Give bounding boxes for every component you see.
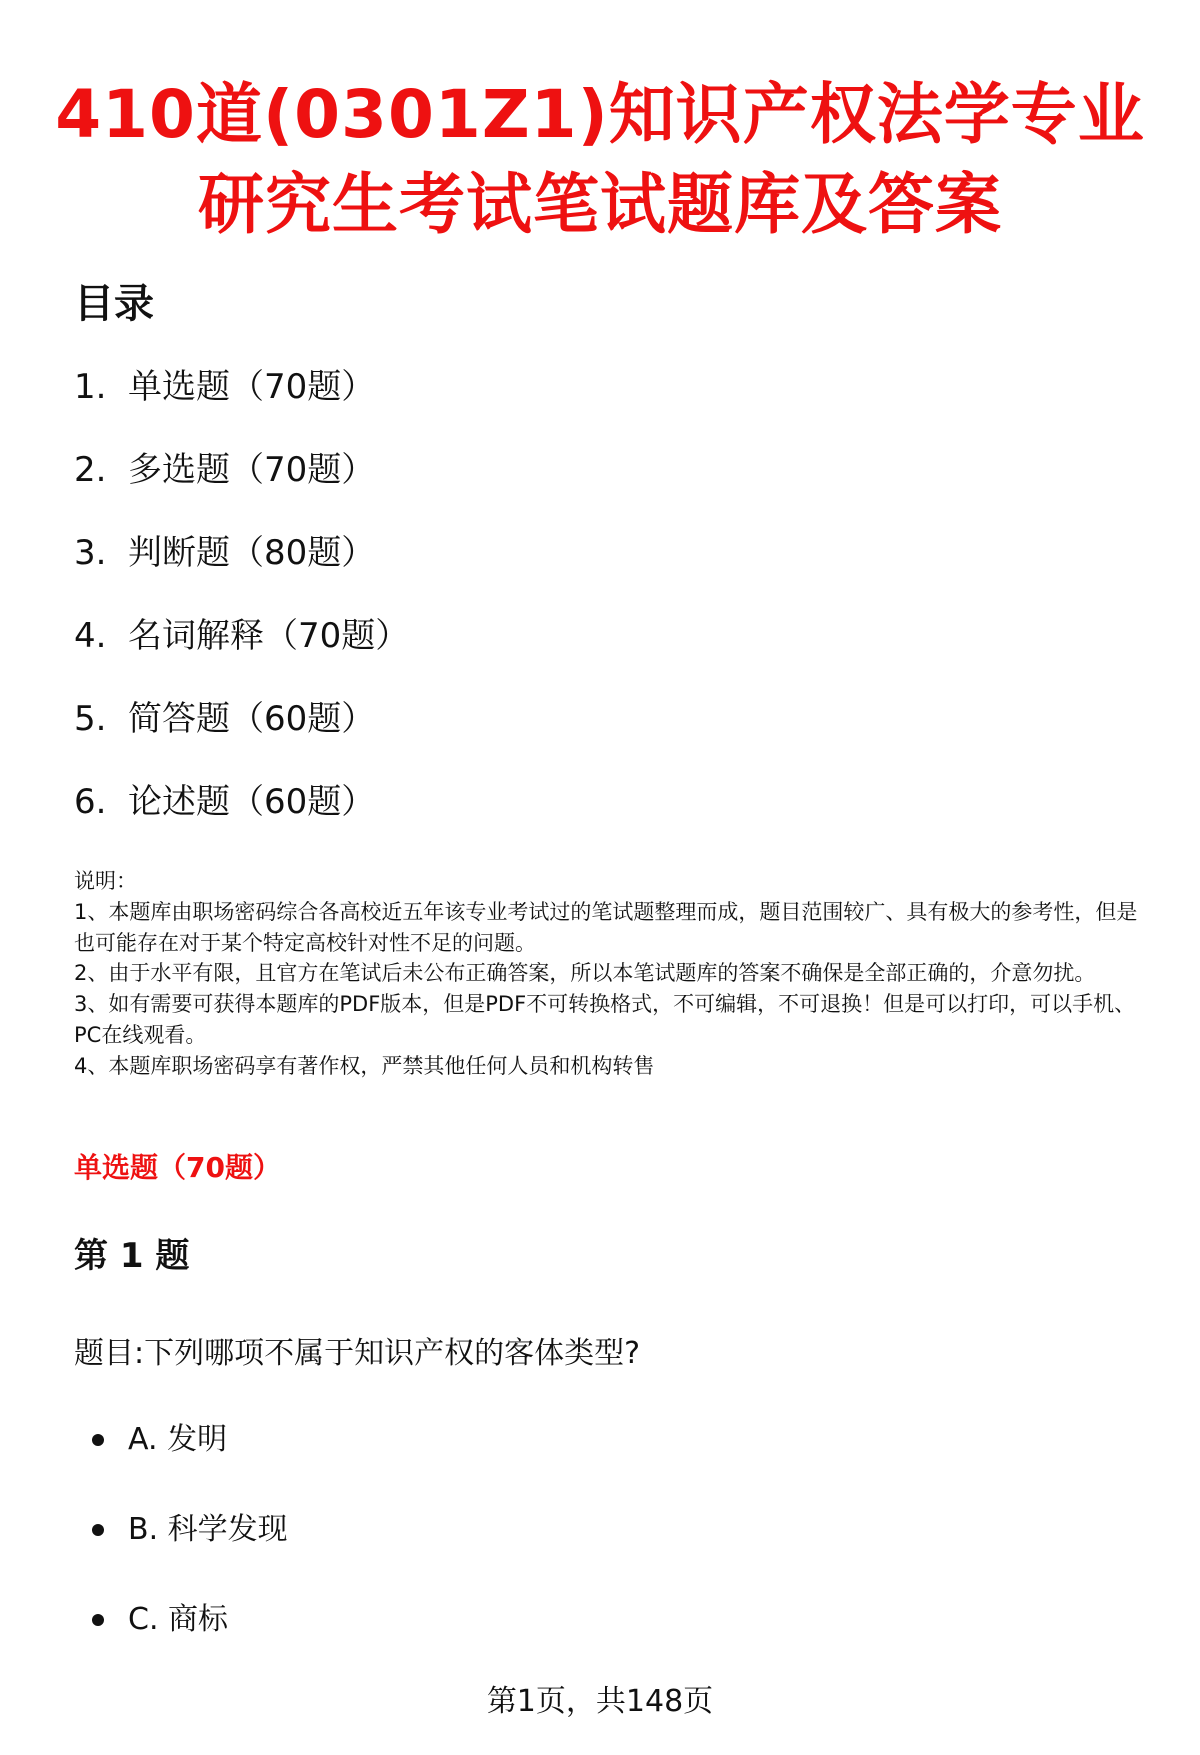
toc-item [74,777,409,860]
answer-option [92,1418,288,1508]
notes-line: 4、本题库职场密码享有著作权，严禁其他任何人员和机构转售 [74,1053,655,1078]
toc-item-number: 6. [74,782,107,822]
notes-line: 1、本题库由职场密码综合各高校近五年该专业考试过的笔试题整理而成，题目范围较广、具有极大的参考性，但是也可能存在对于某个特定高校针对性不足的问题。 [74,899,1138,955]
page-footer: 第1页，共148页 [486,1684,714,1719]
answer-options [92,1418,288,1688]
bullet-icon [92,1524,104,1536]
answer-option-label: A. 发明 [128,1422,228,1457]
toc-item [74,611,409,694]
toc-item [74,362,409,445]
toc-item-label: 简答题（60题） [128,699,376,739]
toc-item-number: 3. [74,533,107,573]
toc-item-number: 2. [74,450,107,490]
toc-item-label: 名词解释（70题） [128,616,410,656]
answer-option [92,1598,288,1688]
answer-option-label: B. 科学发现 [128,1512,288,1547]
toc-item-label: 论述题（60题） [128,782,376,822]
answer-option-label: C. 商标 [128,1602,229,1637]
toc-item [74,694,409,777]
document-title-line-1: 410道(0301Z1)知识产权法学专业 [55,76,1145,153]
document-title-line-2: 研究生考试笔试题库及答案 [198,166,1002,243]
toc-item-number: 4. [74,616,107,656]
toc-item-number: 5. [74,699,107,739]
question-number: 第 1 题 [74,1236,190,1276]
notes-line: 3、如有需要可获得本题库的PDF版本，但是PDF不可转换格式，不可编辑，不可退换！但是可以打印，可以手机、PC在线观看。 [74,992,1136,1047]
section-title: 单选题（70题） [74,1151,281,1184]
notes-label: 说明： [74,869,137,893]
answer-option [92,1508,288,1598]
toc-item [74,445,409,528]
toc-item-number: 1. [74,367,107,407]
bullet-icon [92,1434,104,1446]
toc-item-label: 判断题（80题） [128,533,376,573]
toc-item-label: 多选题（70题） [128,450,376,490]
notes-line: 2、由于水平有限，且官方在笔试后未公布正确答案，所以本笔试题库的答案不确保是全部正确的，介意勿扰。 [74,961,1096,986]
question-text: 题目:下列哪项不属于知识产权的客体类型? [74,1336,641,1371]
table-of-contents [74,362,409,860]
notes-block [74,866,1154,1082]
toc-item-label: 单选题（70题） [128,367,376,407]
bullet-icon [92,1614,104,1626]
toc-item [74,528,409,611]
toc-heading: 目录 [74,281,154,327]
